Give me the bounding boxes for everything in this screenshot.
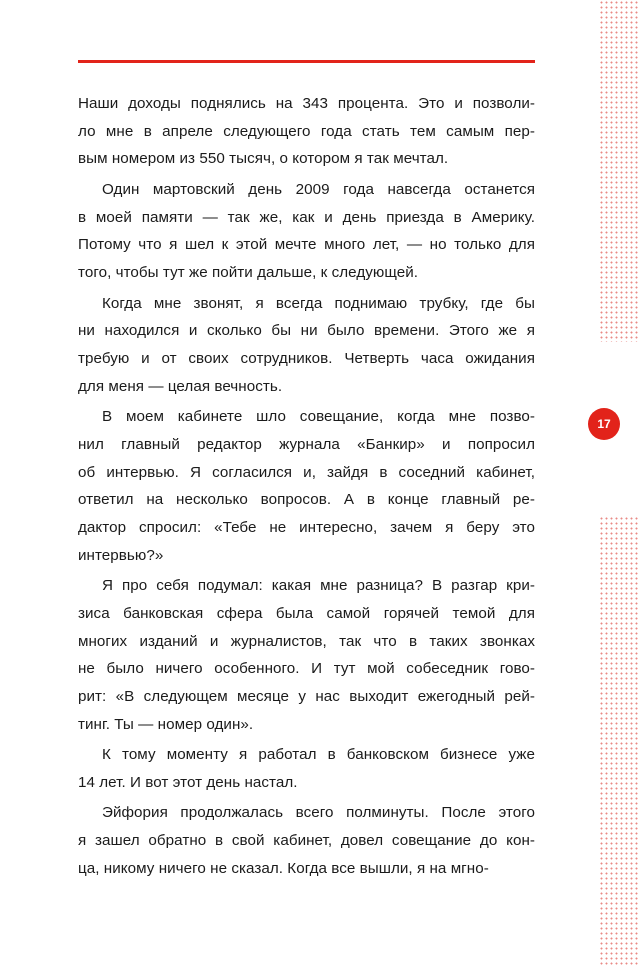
text-line: В моем кабинете шло совещание, когда мне позво- [102, 408, 535, 426]
text-line: вым номером из 550 тысяч, о котором я так мечтал. [78, 150, 449, 168]
text-line: дактор спросил: «Тебе не интересно, зачем я беру это [78, 518, 535, 536]
text-line: Я про себя подумал: какая мне разница? В разгар кри- [102, 577, 535, 595]
text-line: ответил на несколько вопросов. А в конце главный ре- [78, 491, 535, 509]
page-number-badge: 17 [588, 408, 620, 440]
body-text [78, 90, 535, 885]
paragraph [78, 403, 535, 569]
text-line: ни находился и сколько бы ни было времени. Этого же я [78, 322, 535, 340]
text-line: я зашел обратно в свой кабинет, довел совещание до кон- [78, 832, 535, 850]
text-line: не было ничего особенного. И тут мой собеседник гово- [78, 660, 535, 678]
paragraph [78, 290, 535, 401]
text-line: многих изданий и журналистов, так что в таких звонках [78, 632, 535, 650]
text-line: требую и от своих сотрудников. Четверть часа ожидания [78, 349, 535, 367]
paragraph [78, 572, 535, 738]
text-line: рит: «В следующем месяце у нас выходит ежегодный рей- [78, 687, 535, 705]
text-line: ца, никому ничего не сказал. Когда все вышли, я на мгно- [78, 859, 489, 877]
text-line: нил главный редактор журнала «Банкир» и попросил [78, 435, 535, 453]
text-line: в моей памяти — так же, как и день приезда в Америку. [78, 208, 535, 226]
text-line: Когда мне звонят, я всегда поднимаю трубку, где бы [102, 294, 535, 312]
text-line: для меня — целая вечность. [78, 377, 283, 395]
text-line: ло мне в апреле следующего года стать тем самым пер- [78, 122, 535, 140]
text-line: 14 лет. И вот этот день настал. [78, 773, 298, 791]
header-rule [78, 60, 535, 63]
decorative-dot-pattern-bottom [599, 516, 638, 967]
decorative-dot-pattern-top [599, 0, 638, 342]
paragraph [78, 799, 535, 882]
text-line: Один мартовский день 2009 года навсегда останется [102, 180, 535, 198]
text-line: того, чтобы тут же пойти дальше, к следующей. [78, 264, 418, 282]
paragraph [78, 741, 535, 796]
text-line: Эйфория продолжалась всего полминуты. После этого [102, 804, 535, 822]
text-line: об интервью. Я согласился и, зайдя в соседний кабинет, [78, 463, 535, 481]
text-line: Потому что я шел к этой мечте много лет, — но только для [78, 236, 535, 254]
text-line: тинг. Ты — номер один». [78, 715, 254, 733]
text-line: Наши доходы поднялись на 343 процента. Это и позволи- [78, 95, 535, 112]
text-line: К тому моменту я работал в банковском бизнесе уже [102, 746, 535, 764]
text-line: интервью?» [78, 546, 164, 564]
paragraph [78, 90, 535, 173]
paragraph [78, 176, 535, 287]
text-line: зиса банковская сфера была самой горячей темой для [78, 604, 535, 622]
